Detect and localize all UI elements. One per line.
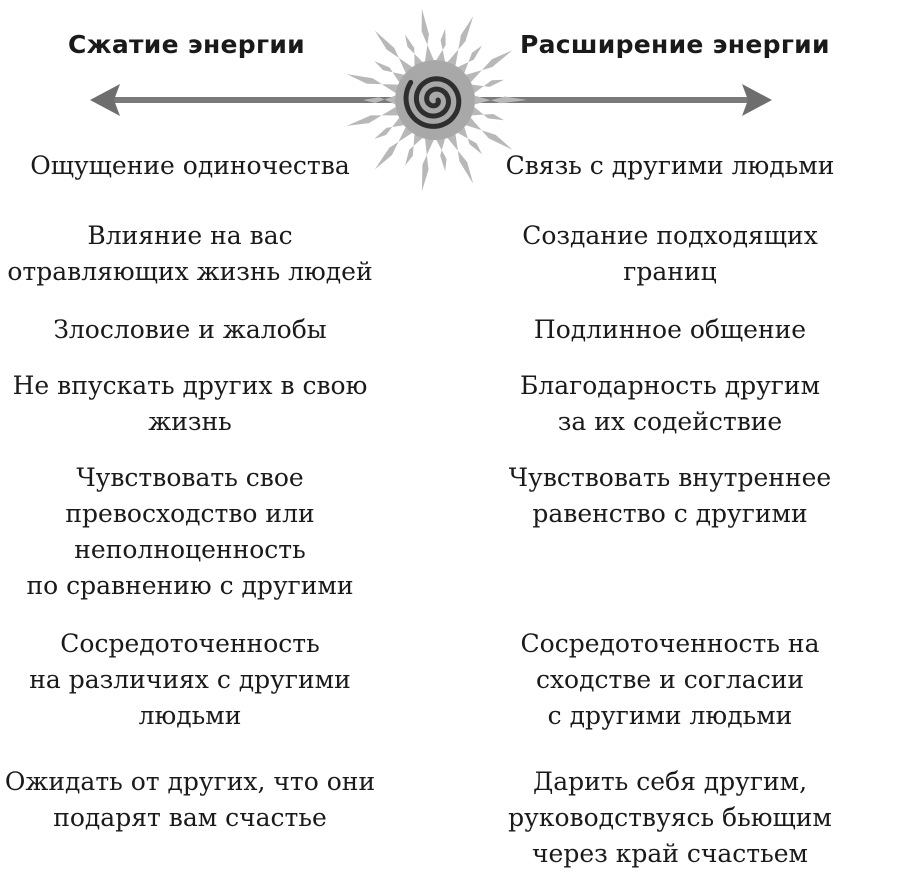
- sun-ray: [466, 118, 512, 150]
- contraction-item: Чувствовать свое превосходство или неполноценность по сравнению с другими: [26, 463, 354, 600]
- contraction-item: Ожидать от других, что они подарят вам счастье: [4, 767, 376, 832]
- sun-ray: [374, 61, 404, 82]
- contraction-item: Не впускать других в свою жизнь: [12, 371, 368, 436]
- expansion-item: Создание подходящих границ: [522, 221, 818, 286]
- sun-disc: [395, 60, 475, 140]
- sun-ray: [448, 134, 474, 183]
- expansion-item: Дарить себя другим, руководствуясь бьющим через край счастьем: [508, 767, 832, 868]
- sun-ray: [436, 139, 446, 172]
- arrow-left-icon: [90, 84, 395, 116]
- expansion-item: Чувствовать внутреннее равенство с другими: [508, 463, 832, 528]
- expansion-item: Сосредоточенность на сходстве и согласии с другими людьми: [520, 629, 820, 730]
- arrow-right-icon: [475, 84, 772, 116]
- sun-ray: [458, 46, 482, 73]
- expansion-item: Подлинное общение: [533, 315, 807, 344]
- sun-ray: [448, 16, 474, 65]
- sun-ray: [347, 107, 398, 126]
- contraction-item: Злословие и жалобы: [53, 315, 327, 344]
- sun-ray: [422, 9, 434, 61]
- sun-ray: [405, 35, 422, 66]
- sun-ray: [363, 96, 395, 105]
- sun-ray: [466, 50, 512, 82]
- sun-ray: [458, 127, 482, 154]
- contraction-item: Ощущение одиночества: [30, 151, 350, 180]
- sun-ray: [422, 139, 434, 191]
- sun-ray: [472, 107, 504, 120]
- sun-ray: [475, 96, 527, 105]
- expansion-item: Связь с другими людьми: [505, 151, 835, 180]
- sun-ray: [436, 29, 445, 62]
- sun-ray: [374, 118, 404, 139]
- spiral: [406, 79, 459, 127]
- sun-ray: [375, 31, 413, 73]
- contraction-item: Сосредоточенность на различиях с другими людьми: [29, 629, 351, 730]
- sun-ray: [405, 134, 422, 165]
- sun-ray: [375, 127, 413, 169]
- sun-ray: [472, 80, 504, 93]
- heading-energy-expansion: Расширение энергии: [520, 30, 830, 59]
- contraction-item: Влияние на вас отравляющих жизнь людей: [7, 221, 373, 286]
- sun-ray: [347, 74, 398, 93]
- expansion-item: Благодарность другим за их содействие: [519, 371, 821, 436]
- heading-energy-contraction: Сжатие энергии: [68, 30, 306, 59]
